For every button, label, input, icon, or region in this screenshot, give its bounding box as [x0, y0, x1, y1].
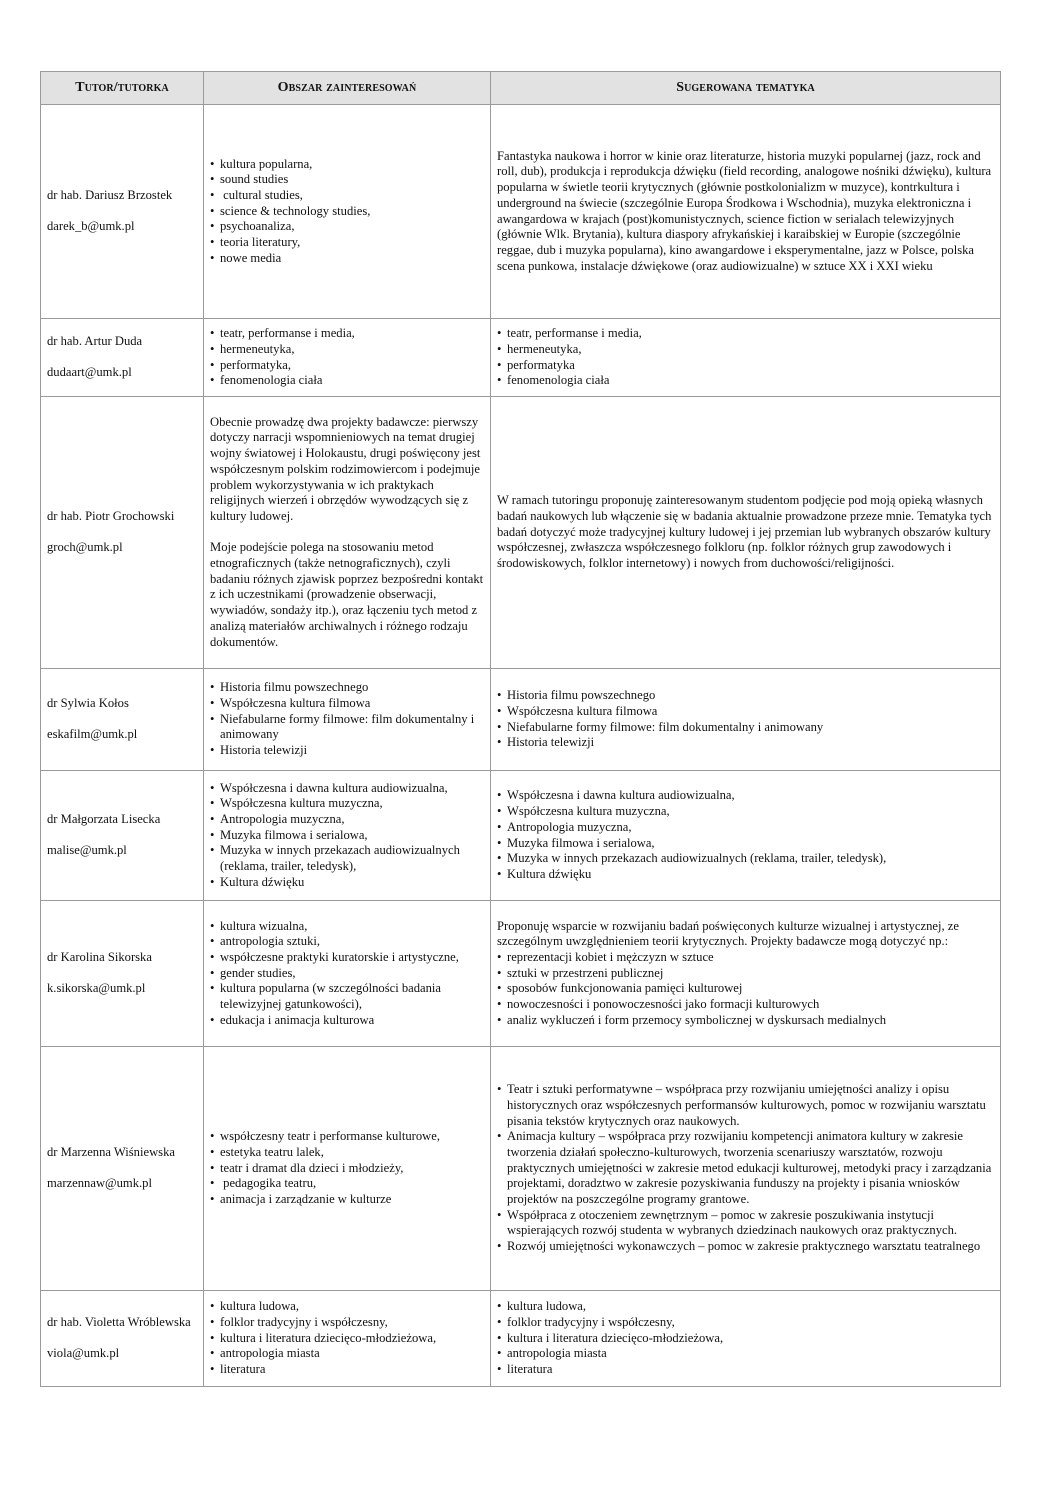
interests-text: Moje podejście polega na stosowaniu metod etnograficznych (także netnograficznych), czyli badaniu różnych zjawisk poprzez bezpośredni kontakt z ich uczestnikami (prowadzenie obserwacji, wywiadów, sondaży itp.), oraz łączeniu tych metod z analizą materiałów archiwalnych i różnego rodzaju dokumentów. — [210, 540, 484, 649]
tutor-email: eskafilm@umk.pl — [47, 727, 138, 741]
list-item: • teatr, performanse i media, — [497, 326, 994, 342]
interests-list — [210, 157, 484, 267]
topics-list — [497, 788, 994, 882]
interests-list — [210, 326, 484, 389]
header-topics: Sugerowana tematyka — [491, 72, 1001, 105]
tutor-cell — [41, 1291, 204, 1387]
table-row — [41, 105, 1001, 319]
topics-cell — [491, 397, 1001, 669]
list-item: • Muzyka filmowa i serialowa, — [497, 836, 994, 852]
list-item: • pedagogika teatru, — [210, 1176, 484, 1192]
tutor-cell — [41, 771, 204, 901]
list-item: • sztuki w przestrzeni publicznej — [497, 966, 994, 982]
tutor-cell — [41, 901, 204, 1047]
list-item: • animacja i zarządzanie w kulturze — [210, 1192, 484, 1208]
tutor-email: dudaart@umk.pl — [47, 365, 132, 379]
interests-list — [210, 781, 484, 891]
tutor-name: dr Marzenna Wiśniewska — [47, 1145, 175, 1160]
list-item: • cultural studies, — [210, 188, 484, 204]
list-item: • teatr i dramat dla dzieci i młodzieży, — [210, 1161, 484, 1177]
list-item: • fenomenologia ciała — [210, 373, 484, 389]
list-item: • performatyka, — [210, 358, 484, 374]
tutor-cell — [41, 669, 204, 771]
topics-cell — [491, 1291, 1001, 1387]
interests-cell — [204, 1047, 491, 1291]
list-item: • antropologia miasta — [497, 1346, 994, 1362]
list-item: • Antropologia muzyczna, — [210, 812, 484, 828]
topics-cell — [491, 901, 1001, 1047]
topics-cell — [491, 669, 1001, 771]
interests-cell — [204, 901, 491, 1047]
tutor-email: marzennaw@umk.pl — [47, 1176, 152, 1190]
list-item: • nowoczesności i ponowoczesności jako formacji kulturowych — [497, 997, 994, 1013]
interests-cell — [204, 105, 491, 319]
tutor-cell — [41, 319, 204, 397]
list-item: • folklor tradycyjny i współczesny, — [210, 1315, 484, 1331]
tutors-table — [40, 71, 1001, 1387]
list-item: • teoria literatury, — [210, 235, 484, 251]
list-item: • reprezentacji kobiet i mężczyzn w sztuce — [497, 950, 994, 966]
topics-intro: Proponuję wsparcie w rozwijaniu badań poświęconych kulturze wizualnej i artystycznej, ze szczególnym uwzględnieniem teorii krytycznych. Projekty badawcze mogą dotyczyć np.: — [497, 918, 959, 949]
list-item: • Współczesna i dawna kultura audiowizualna, — [497, 788, 994, 804]
interests-cell — [204, 669, 491, 771]
list-item: • kultura wizualna, — [210, 919, 484, 935]
list-item: • współczesne praktyki kuratorskie i artystyczne, — [210, 950, 484, 966]
tutor-email: k.sikorska@umk.pl — [47, 981, 146, 995]
topics-list — [497, 1082, 994, 1255]
interests-cell — [204, 397, 491, 669]
list-item: • Współczesna kultura muzyczna, — [497, 804, 994, 820]
topics-list — [497, 326, 994, 389]
list-item: • Animacja kultury – współpraca przy rozwijaniu kompetencji animatora kultury w zakresie tworzenia działań społeczno-kulturowych, tworzenia scenariuszy warsztatów, rozwoju praktycznych umiejętności w zakresie metod edukacji kulturowej, metodyki pracy i zarządzania projektami, doradztwo w zakresie pozyskiwania funduszy na projekty i pisania wniosków projektów na poszczególne programy grantowe. — [497, 1129, 994, 1208]
topics-list — [497, 1299, 994, 1378]
list-item: • sound studies — [210, 172, 484, 188]
tutor-name: dr Karolina Sikorska — [47, 950, 152, 965]
list-item: • Muzyka w innych przekazach audiowizualnych (reklama, trailer, teledysk), — [210, 843, 484, 874]
list-item: • fenomenologia ciała — [497, 373, 994, 389]
table-row — [41, 669, 1001, 771]
interests-list — [210, 1299, 484, 1378]
header-row — [41, 72, 1001, 105]
topics-list — [497, 688, 994, 751]
list-item: • Muzyka w innych przekazach audiowizualnych (reklama, trailer, teledysk), — [497, 851, 994, 867]
list-item: • Rozwój umiejętności wykonawczych – pomoc w zakresie praktycznego warsztatu teatralnego — [497, 1239, 994, 1255]
tutor-name: dr Sylwia Kołos — [47, 696, 129, 711]
list-item: • antropologia sztuki, — [210, 934, 484, 950]
list-item: • teatr, performanse i media, — [210, 326, 484, 342]
interests-list — [210, 680, 484, 759]
list-item: • Współczesna kultura filmowa — [210, 696, 484, 712]
tutor-email: darek_b@umk.pl — [47, 219, 135, 233]
list-item: • edukacja i animacja kulturowa — [210, 1013, 484, 1029]
list-item: • Niefabularne formy filmowe: film dokumentalny i animowany — [210, 712, 484, 743]
list-item: • kultura i literatura dziecięco-młodzieżowa, — [497, 1331, 994, 1347]
tutor-name: dr Małgorzata Lisecka — [47, 812, 161, 827]
list-item: • Współczesna i dawna kultura audiowizualna, — [210, 781, 484, 797]
topics-text: W ramach tutoringu proponuję zainteresowanym studentom podjęcie pod moją opieką własnych badań naukowych lub włączenie się w badania aktualnie prowadzone przeze mnie. Tematyka tych badań dotyczyć może tradycyjnej kultury ludowej i jej przemian lub wybranych obszarów kultury współczesnej, zwłaszcza współczesnego folkloru (np. folklor różnych grup zawodowych i środowiskowych, folklor internetowy) i nowych from duchowości/religijności. — [497, 493, 992, 571]
list-item: • gender studies, — [210, 966, 484, 982]
list-item: • Współczesna kultura filmowa — [497, 704, 994, 720]
interests-cell — [204, 1291, 491, 1387]
topics-cell — [491, 105, 1001, 319]
list-item: • kultura popularna (w szczególności badania telewizyjnej gatunkowości), — [210, 981, 484, 1012]
list-item: • performatyka — [497, 358, 994, 374]
table-row — [41, 319, 1001, 397]
list-item: • współczesny teatr i performanse kulturowe, — [210, 1129, 484, 1145]
tutor-cell — [41, 1047, 204, 1291]
list-item: • folklor tradycyjny i współczesny, — [497, 1315, 994, 1331]
list-item: • Współpraca z otoczeniem zewnętrznym – pomoc w zakresie poszukiwania instytucji wspierających rozwój studenta w wybranych dziedzinach naukowych oraz praktycznych. — [497, 1208, 994, 1239]
list-item: • Współczesna kultura muzyczna, — [210, 796, 484, 812]
header-interests: Obszar zainteresowań — [204, 72, 491, 105]
list-item: • nowe media — [210, 251, 484, 267]
tutor-name: dr hab. Violetta Wróblewska — [47, 1315, 191, 1330]
list-item: • antropologia miasta — [210, 1346, 484, 1362]
list-item: • Historia telewizji — [497, 735, 994, 751]
tutor-cell — [41, 105, 204, 319]
list-item: • kultura ludowa, — [497, 1299, 994, 1315]
list-item: • kultura i literatura dziecięco-młodzieżowa, — [210, 1331, 484, 1347]
list-item: • kultura ludowa, — [210, 1299, 484, 1315]
list-item: • kultura popularna, — [210, 157, 484, 173]
interests-cell — [204, 771, 491, 901]
tutor-name: dr hab. Piotr Grochowski — [47, 509, 175, 524]
table-row — [41, 397, 1001, 669]
list-item: • hermeneutyka, — [497, 342, 994, 358]
list-item: • science & technology studies, — [210, 204, 484, 220]
list-item: • sposobów funkcjonowania pamięci kulturowej — [497, 981, 994, 997]
list-item: • Teatr i sztuki performatywne – współpraca przy rozwijaniu umiejętności analizy i opisu historycznych oraz współczesnych performansów kulturowych, pomoc w rozwijaniu warsztatu pisania tekstów krytycznych oraz naukowych. — [497, 1082, 994, 1129]
table-row — [41, 901, 1001, 1047]
table-row — [41, 1291, 1001, 1387]
list-item: • literatura — [497, 1362, 994, 1378]
topics-cell — [491, 1047, 1001, 1291]
list-item: • hermeneutyka, — [210, 342, 484, 358]
header-tutor: Tutor/tutorka — [41, 72, 204, 105]
interests-list — [210, 1129, 484, 1208]
list-item: • psychoanaliza, — [210, 219, 484, 235]
list-item: • analiz wykluczeń i form przemocy symbolicznej w dyskursach medialnych — [497, 1013, 994, 1029]
table-row — [41, 771, 1001, 901]
table-row — [41, 1047, 1001, 1291]
list-item: • Historia filmu powszechnego — [497, 688, 994, 704]
list-item: • literatura — [210, 1362, 484, 1378]
list-item: • Antropologia muzyczna, — [497, 820, 994, 836]
topics-cell — [491, 771, 1001, 901]
interests-text: Obecnie prowadzę dwa projekty badawcze: pierwszy dotyczy narracji wspomnieniowych na temat drugiej wojny światowej i Holokaustu, drugi poświęcony jest współczesnym polskim rodzimowiercom i podejmuje problem wykorzystywania w ich praktykach religijnych wierzeń i obrzędów wywodzących się z kultury ludowej. — [210, 414, 481, 523]
list-item: • Kultura dźwięku — [210, 875, 484, 891]
tutor-cell — [41, 397, 204, 669]
topics-list — [497, 950, 994, 1029]
list-item: • Historia telewizji — [210, 743, 484, 759]
list-item: • Historia filmu powszechnego — [210, 680, 484, 696]
topics-text: Fantastyka naukowa i horror w kinie oraz literaturze, historia muzyki popularnej (jazz, rock and roll, dub), produkcja i reprodukcja dźwięku (field recording, analogowe nośniki dźwięku), kultura popularna w świetle teorii krytycznych (głównie postkolonializm w muzyce), kontrkultura i underground na świecie (szczególnie Europa Środkowa i Wschodnia), muzyka elektroniczna i awangardowa w krajach (post)komunistycznych, science fiction w serialach telewizyjnych (głównie Wlk. Brytania), kultura diaspory afrykańskiej i karaibskiej w Europie (szczególnie reggae, dub i muzyka popularna), kino awangardowe i eksperymentalne, jazz w Polsce, polska scena punkowa, instalacje dźwiękowe (oraz audiowizualne) w sztuce XX i XXI wieku — [497, 148, 992, 273]
tutor-email: malise@umk.pl — [47, 843, 127, 857]
interests-list — [210, 919, 484, 1029]
tutor-name: dr hab. Artur Duda — [47, 334, 143, 349]
list-item: • Niefabularne formy filmowe: film dokumentalny i animowany — [497, 720, 994, 736]
list-item: • Kultura dźwięku — [497, 867, 994, 883]
list-item: • Muzyka filmowa i serialowa, — [210, 828, 484, 844]
list-item: • estetyka teatru lalek, — [210, 1145, 484, 1161]
tutor-email: groch@umk.pl — [47, 540, 123, 554]
topics-cell — [491, 319, 1001, 397]
interests-cell — [204, 319, 491, 397]
tutor-email: viola@umk.pl — [47, 1346, 120, 1360]
tutor-name: dr hab. Dariusz Brzostek — [47, 188, 173, 203]
